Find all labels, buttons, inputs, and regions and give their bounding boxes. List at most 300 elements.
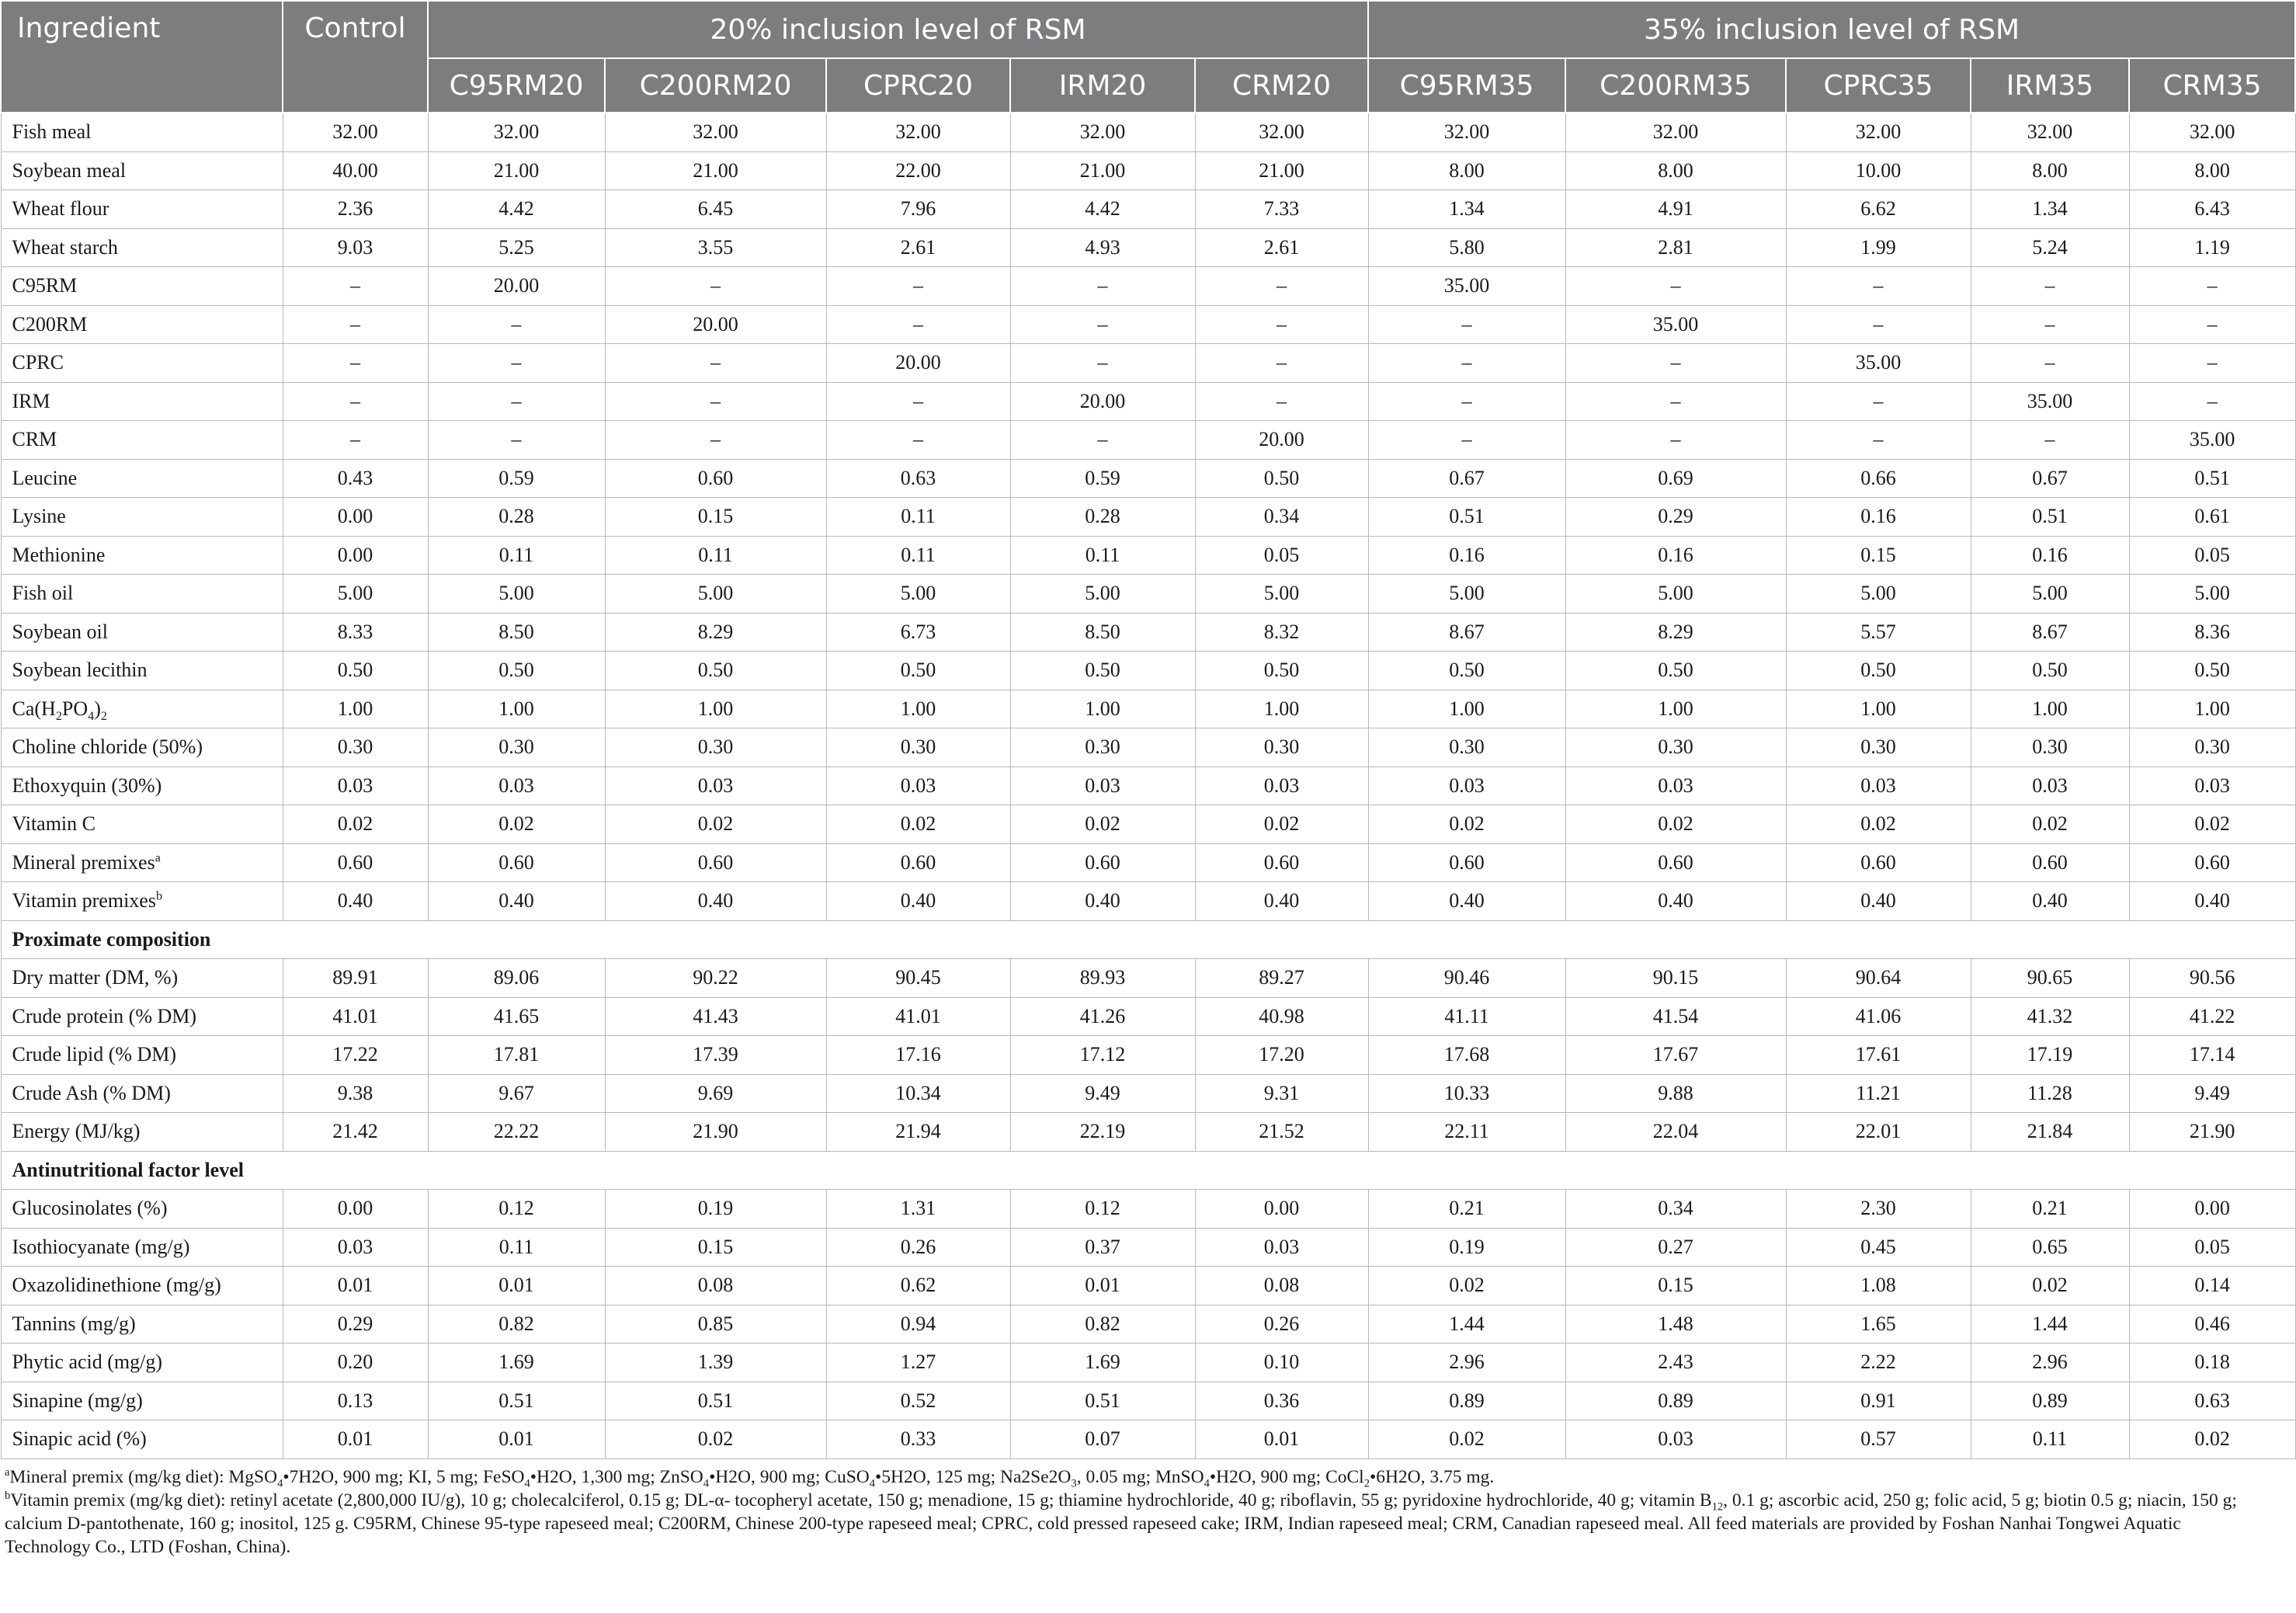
row-label: Sinapine (mg/g) xyxy=(1,1382,283,1420)
table-cell: – xyxy=(1010,305,1195,344)
table-cell: – xyxy=(1971,421,2129,460)
table-header xyxy=(1,1,2295,113)
table-cell: 6.73 xyxy=(826,613,1010,652)
table-cell: 0.16 xyxy=(1971,536,2129,575)
table-cell: 0.02 xyxy=(1010,805,1195,844)
table-cell: 0.89 xyxy=(1565,1382,1786,1420)
table-footnotes xyxy=(0,1459,2247,1559)
table-cell: 32.00 xyxy=(1786,113,1971,151)
table-cell: 32.00 xyxy=(2129,113,2295,151)
table-cell: 0.01 xyxy=(1010,1267,1195,1305)
footnote-mineral-premix: $^a$Mineral premix (mg/kg diet): MgSO$_4$•7H2O, 900 mg; KI, 5 mg; FeSO$_4$•H2O, 1,300 mg; ZnSO$_4$•H2O, 900 mg; CuSO$_4$•5H2O, 125 mg; $Na2Se2O_3$, 0.05 mg; MnSO$_4$•H2O, 900 mg; CoCl$_2$•6H2O, 3.75 mg. xyxy=(5,1465,1495,1490)
table-cell: 0.62 xyxy=(826,1267,1010,1305)
header-col-crm35: CRM35 xyxy=(2129,58,2295,113)
table-cell: 0.11 xyxy=(826,498,1010,537)
table-cell: 0.61 xyxy=(2129,498,2295,537)
table-cell: 0.03 xyxy=(605,767,826,805)
table-cell: – xyxy=(1565,267,1786,306)
table-cell: 8.67 xyxy=(1971,613,2129,652)
row-label: Oxazolidinethione (mg/g) xyxy=(1,1267,283,1305)
table-cell: 5.80 xyxy=(1368,228,1565,267)
header-col-c95rm35: C95RM35 xyxy=(1368,58,1565,113)
table-cell: 8.67 xyxy=(1368,613,1565,652)
table-cell: 0.02 xyxy=(1971,805,2129,844)
table-cell: 0.30 xyxy=(283,728,428,767)
row-label: Choline chloride (50%) xyxy=(1,728,283,767)
table-row xyxy=(1,728,2295,767)
row-label: Wheat starch xyxy=(1,228,283,267)
table-cell: 0.30 xyxy=(826,728,1010,767)
table-cell: 6.45 xyxy=(605,190,826,229)
table-cell: 0.03 xyxy=(1368,767,1565,805)
table-cell: 0.12 xyxy=(428,1190,605,1229)
table-cell: – xyxy=(1971,305,2129,344)
table-cell: 0.37 xyxy=(1010,1228,1195,1267)
table-cell: 5.00 xyxy=(283,575,428,614)
table-cell: 1.19 xyxy=(2129,228,2295,267)
row-label: Vitamin premixes$^b$ xyxy=(1,882,283,921)
table-cell: 0.59 xyxy=(1010,459,1195,498)
table-cell: – xyxy=(428,421,605,460)
table-cell: – xyxy=(1368,382,1565,421)
table-cell: 0.34 xyxy=(1195,498,1368,537)
table-cell: 1.48 xyxy=(1565,1305,1786,1344)
table-cell: 0.16 xyxy=(1565,536,1786,575)
row-label: Dry matter (DM, %) xyxy=(1,959,283,998)
table-row xyxy=(1,575,2295,614)
table-cell: 8.00 xyxy=(1971,151,2129,190)
table-cell: 22.22 xyxy=(428,1113,605,1152)
table-cell: 0.50 xyxy=(1195,652,1368,690)
row-label: Soybean meal xyxy=(1,151,283,190)
table-cell: 1.00 xyxy=(1565,690,1786,728)
table-cell: – xyxy=(605,344,826,383)
row-label: Methionine xyxy=(1,536,283,575)
row-label: Tannins (mg/g) xyxy=(1,1305,283,1344)
row-label: Sinapic acid (%) xyxy=(1,1420,283,1459)
table-cell: 0.02 xyxy=(2129,1420,2295,1459)
table-cell: 1.39 xyxy=(605,1344,826,1382)
table-cell: 0.15 xyxy=(605,498,826,537)
row-label: Wheat flour xyxy=(1,190,283,229)
table-cell: – xyxy=(428,382,605,421)
table-cell: 0.01 xyxy=(428,1420,605,1459)
header-col-crm20: CRM20 xyxy=(1195,58,1368,113)
table-cell: – xyxy=(1786,305,1971,344)
table-cell: 0.00 xyxy=(283,498,428,537)
table-cell: 0.27 xyxy=(1565,1228,1786,1267)
table-cell: 0.60 xyxy=(1971,843,2129,882)
table-cell: 0.01 xyxy=(428,1267,605,1305)
table-cell: 8.50 xyxy=(1010,613,1195,652)
row-label: CPRC xyxy=(1,344,283,383)
table-cell: 5.57 xyxy=(1786,613,1971,652)
table-cell: 0.01 xyxy=(1195,1420,1368,1459)
table-row xyxy=(1,1420,2295,1459)
table-cell: 41.65 xyxy=(428,997,605,1036)
header-col-c200rm35: C200RM35 xyxy=(1565,58,1786,113)
table-cell: 41.06 xyxy=(1786,997,1971,1036)
table-cell: 2.36 xyxy=(283,190,428,229)
table-cell: 20.00 xyxy=(1010,382,1195,421)
table-cell: 0.30 xyxy=(1786,728,1971,767)
table-row xyxy=(1,997,2295,1036)
table-cell: 0.15 xyxy=(1786,536,1971,575)
table-cell: 0.50 xyxy=(1971,652,2129,690)
table-cell: 0.00 xyxy=(283,1190,428,1229)
table-cell: 17.22 xyxy=(283,1036,428,1075)
table-cell: 0.36 xyxy=(1195,1382,1368,1420)
table-cell: 1.08 xyxy=(1786,1267,1971,1305)
table-cell: – xyxy=(1368,305,1565,344)
table-cell: 0.02 xyxy=(283,805,428,844)
table-cell: – xyxy=(605,267,826,306)
row-label: CRM xyxy=(1,421,283,460)
table-cell: 41.11 xyxy=(1368,997,1565,1036)
table-cell: 0.28 xyxy=(428,498,605,537)
table-cell: 0.82 xyxy=(1010,1305,1195,1344)
table-cell: 8.29 xyxy=(605,613,826,652)
row-label: Crude lipid (% DM) xyxy=(1,1036,283,1075)
table-cell: 8.36 xyxy=(2129,613,2295,652)
table-cell: 22.11 xyxy=(1368,1113,1565,1152)
table-cell: 2.30 xyxy=(1786,1190,1971,1229)
table-cell: 0.50 xyxy=(283,652,428,690)
table-cell: 1.00 xyxy=(1195,690,1368,728)
table-cell: 1.69 xyxy=(428,1344,605,1382)
table-cell: 90.64 xyxy=(1786,959,1971,998)
table-cell: 0.10 xyxy=(1195,1344,1368,1382)
table-cell: – xyxy=(2129,305,2295,344)
table-cell: 0.34 xyxy=(1565,1190,1786,1229)
table-cell: 32.00 xyxy=(283,113,428,151)
table-cell: 0.89 xyxy=(1971,1382,2129,1420)
row-label: Fish meal xyxy=(1,113,283,151)
table-cell: 0.00 xyxy=(283,536,428,575)
table-cell: 8.00 xyxy=(1565,151,1786,190)
table-row xyxy=(1,1344,2295,1382)
table-cell: 1.00 xyxy=(826,690,1010,728)
header-col-irm35: IRM35 xyxy=(1971,58,2129,113)
table-cell: 21.00 xyxy=(1195,151,1368,190)
table-cell: 9.49 xyxy=(2129,1074,2295,1113)
table-cell: 0.03 xyxy=(428,767,605,805)
table-cell: 0.60 xyxy=(1195,843,1368,882)
table-cell: 32.00 xyxy=(1565,113,1786,151)
table-cell: 0.02 xyxy=(1368,805,1565,844)
table-cell: 21.00 xyxy=(1010,151,1195,190)
table-cell: 35.00 xyxy=(2129,421,2295,460)
table-row xyxy=(1,1228,2295,1267)
table-row xyxy=(1,536,2295,575)
table-cell: 0.02 xyxy=(1565,805,1786,844)
table-cell: – xyxy=(283,305,428,344)
table-cell: 5.00 xyxy=(2129,575,2295,614)
table-cell: 0.19 xyxy=(1368,1228,1565,1267)
table-cell: – xyxy=(1195,344,1368,383)
table-cell: 1.00 xyxy=(1971,690,2129,728)
table-cell: – xyxy=(283,382,428,421)
table-cell: 8.32 xyxy=(1195,613,1368,652)
table-cell: 0.03 xyxy=(1195,767,1368,805)
table-cell: 0.50 xyxy=(2129,652,2295,690)
table-row xyxy=(1,882,2295,921)
header-col-c200rm20: C200RM20 xyxy=(605,58,826,113)
table-cell: 1.00 xyxy=(1010,690,1195,728)
table-cell: 0.60 xyxy=(605,843,826,882)
table-cell: 6.62 xyxy=(1786,190,1971,229)
table-cell: 35.00 xyxy=(1565,305,1786,344)
table-cell: 90.22 xyxy=(605,959,826,998)
row-label: Phytic acid (mg/g) xyxy=(1,1344,283,1382)
table-cell: 0.66 xyxy=(1786,459,1971,498)
table-cell: 0.51 xyxy=(428,1382,605,1420)
table-cell: 22.01 xyxy=(1786,1113,1971,1152)
table-cell: 0.03 xyxy=(283,1228,428,1267)
table-cell: 41.01 xyxy=(826,997,1010,1036)
table-row xyxy=(1,805,2295,844)
table-cell: 0.00 xyxy=(1195,1190,1368,1229)
table-cell: 21.94 xyxy=(826,1113,1010,1152)
table-cell: 5.00 xyxy=(1195,575,1368,614)
table-cell: 21.42 xyxy=(283,1113,428,1152)
table-cell: – xyxy=(1010,267,1195,306)
table-cell: 0.03 xyxy=(1010,767,1195,805)
table-cell: 21.84 xyxy=(1971,1113,2129,1152)
table-cell: 0.63 xyxy=(2129,1382,2295,1420)
table-cell: 5.00 xyxy=(1010,575,1195,614)
table-cell: 0.20 xyxy=(283,1344,428,1382)
table-cell: 0.60 xyxy=(428,843,605,882)
table-cell: 0.03 xyxy=(1786,767,1971,805)
table-cell: 0.69 xyxy=(1565,459,1786,498)
table-cell: 0.52 xyxy=(826,1382,1010,1420)
table-cell: 0.40 xyxy=(428,882,605,921)
table-cell: 0.40 xyxy=(1786,882,1971,921)
header-col-cprc35: CPRC35 xyxy=(1786,58,1971,113)
table-cell: – xyxy=(283,344,428,383)
table-cell: 0.50 xyxy=(1010,652,1195,690)
table-cell: 1.44 xyxy=(1971,1305,2129,1344)
table-cell: – xyxy=(1368,421,1565,460)
table-cell: 1.69 xyxy=(1010,1344,1195,1382)
table-cell: 9.03 xyxy=(283,228,428,267)
table-cell: 90.65 xyxy=(1971,959,2129,998)
table-cell: 0.50 xyxy=(1565,652,1786,690)
table-cell: 20.00 xyxy=(605,305,826,344)
table-cell: 41.22 xyxy=(2129,997,2295,1036)
table-cell: 0.33 xyxy=(826,1420,1010,1459)
table-cell: 0.89 xyxy=(1368,1382,1565,1420)
table-cell: 0.60 xyxy=(283,843,428,882)
table-row xyxy=(1,652,2295,690)
table-cell: 5.24 xyxy=(1971,228,2129,267)
table-cell: – xyxy=(2129,344,2295,383)
table-cell: 0.02 xyxy=(605,1420,826,1459)
table-cell: 21.90 xyxy=(605,1113,826,1152)
table-cell: 10.00 xyxy=(1786,151,1971,190)
table-cell: 0.30 xyxy=(605,728,826,767)
table-cell: – xyxy=(1786,421,1971,460)
table-cell: 21.00 xyxy=(428,151,605,190)
table-cell: 11.21 xyxy=(1786,1074,1971,1113)
table-cell: 0.40 xyxy=(1010,882,1195,921)
table-cell: 0.03 xyxy=(1565,1420,1786,1459)
table-cell: 41.54 xyxy=(1565,997,1786,1036)
header-group-35: 35% inclusion level of RSM xyxy=(1368,1,2295,58)
table-row xyxy=(1,690,2295,728)
table-cell: 5.00 xyxy=(605,575,826,614)
table-cell: 17.16 xyxy=(826,1036,1010,1075)
table-cell: 0.03 xyxy=(1565,767,1786,805)
table-cell: – xyxy=(1195,305,1368,344)
table-row xyxy=(1,151,2295,190)
table-cell: 17.20 xyxy=(1195,1036,1368,1075)
header-group-20: 20% inclusion level of RSM xyxy=(428,1,1368,58)
table-cell: 1.31 xyxy=(826,1190,1010,1229)
table-cell: 0.02 xyxy=(2129,805,2295,844)
table-cell: 0.94 xyxy=(826,1305,1010,1344)
table-cell: 1.65 xyxy=(1786,1305,1971,1344)
table-cell: 1.00 xyxy=(605,690,826,728)
table-cell: 4.42 xyxy=(1010,190,1195,229)
table-cell: 0.03 xyxy=(2129,767,2295,805)
table-cell: 32.00 xyxy=(1368,113,1565,151)
table-cell: 0.11 xyxy=(605,536,826,575)
table-cell: 17.12 xyxy=(1010,1036,1195,1075)
table-cell: 0.60 xyxy=(826,843,1010,882)
table-cell: 0.01 xyxy=(283,1420,428,1459)
table-cell: 1.00 xyxy=(428,690,605,728)
table-cell: 0.08 xyxy=(605,1267,826,1305)
table-cell: 0.67 xyxy=(1368,459,1565,498)
table-cell: 3.55 xyxy=(605,228,826,267)
table-cell: 32.00 xyxy=(1971,113,2129,151)
table-cell: 40.98 xyxy=(1195,997,1368,1036)
table-cell: 32.00 xyxy=(605,113,826,151)
table-body xyxy=(1,113,2295,1458)
table-cell: 0.02 xyxy=(826,805,1010,844)
table-cell: – xyxy=(1010,344,1195,383)
table-cell: 0.02 xyxy=(1786,805,1971,844)
row-label: Vitamin C xyxy=(1,805,283,844)
table-cell: 8.33 xyxy=(283,613,428,652)
table-cell: – xyxy=(283,267,428,306)
row-label: Soybean lecithin xyxy=(1,652,283,690)
table-cell: 0.82 xyxy=(428,1305,605,1344)
table-cell: 0.60 xyxy=(1786,843,1971,882)
table-cell: 22.00 xyxy=(826,151,1010,190)
table-row xyxy=(1,421,2295,460)
table-cell: 0.59 xyxy=(428,459,605,498)
table-cell: 22.04 xyxy=(1565,1113,1786,1152)
table-cell: 0.50 xyxy=(428,652,605,690)
table-cell: 9.69 xyxy=(605,1074,826,1113)
table-cell: 89.06 xyxy=(428,959,605,998)
table-cell: – xyxy=(605,421,826,460)
table-cell: – xyxy=(826,267,1010,306)
table-cell: – xyxy=(826,421,1010,460)
table-cell: 89.93 xyxy=(1010,959,1195,998)
table-cell: 0.50 xyxy=(1195,459,1368,498)
table-cell: 17.67 xyxy=(1565,1036,1786,1075)
table-row xyxy=(1,498,2295,537)
table-cell: 0.50 xyxy=(1786,652,1971,690)
table-cell: 2.61 xyxy=(1195,228,1368,267)
header-ingredient: Ingredient xyxy=(1,1,283,113)
table-cell: 0.40 xyxy=(1195,882,1368,921)
table-row xyxy=(1,613,2295,652)
table-cell: 32.00 xyxy=(428,113,605,151)
header-col-cprc20: CPRC20 xyxy=(826,58,1010,113)
table-cell: 7.33 xyxy=(1195,190,1368,229)
row-label: C95RM xyxy=(1,267,283,306)
table-cell: 0.01 xyxy=(283,1267,428,1305)
table-cell: 17.81 xyxy=(428,1036,605,1075)
table-cell: 0.11 xyxy=(428,536,605,575)
table-cell: 0.15 xyxy=(605,1228,826,1267)
table-row xyxy=(1,228,2295,267)
table-cell: 0.28 xyxy=(1010,498,1195,537)
table-cell: 2.96 xyxy=(1971,1344,2129,1382)
table-cell: 7.96 xyxy=(826,190,1010,229)
table-cell: – xyxy=(283,421,428,460)
row-label: Lysine xyxy=(1,498,283,537)
table-cell: 2.61 xyxy=(826,228,1010,267)
table-cell: 1.00 xyxy=(283,690,428,728)
table-cell: 1.34 xyxy=(1368,190,1565,229)
table-cell: 0.02 xyxy=(1368,1420,1565,1459)
table-cell: 10.34 xyxy=(826,1074,1010,1113)
table-cell: 0.60 xyxy=(1565,843,1786,882)
table-cell: 0.03 xyxy=(1971,767,2129,805)
table-cell: 0.40 xyxy=(2129,882,2295,921)
table-cell: – xyxy=(1565,344,1786,383)
table-cell: 0.26 xyxy=(826,1228,1010,1267)
table-cell: 5.00 xyxy=(1565,575,1786,614)
table-cell: 0.03 xyxy=(826,767,1010,805)
table-cell: 1.34 xyxy=(1971,190,2129,229)
table-cell: 10.33 xyxy=(1368,1074,1565,1113)
table-cell: 0.40 xyxy=(1971,882,2129,921)
table-cell: 0.05 xyxy=(1195,536,1368,575)
table-cell: 22.19 xyxy=(1010,1113,1195,1152)
row-label: Fish oil xyxy=(1,575,283,614)
row-label: Soybean oil xyxy=(1,613,283,652)
table-cell: 8.00 xyxy=(2129,151,2295,190)
table-row xyxy=(1,344,2295,383)
table-cell: 0.11 xyxy=(826,536,1010,575)
table-cell: 11.28 xyxy=(1971,1074,2129,1113)
table-cell: 32.00 xyxy=(826,113,1010,151)
row-label: $Ca(H_2PO_4)_2$ xyxy=(1,690,283,728)
table-row xyxy=(1,959,2295,998)
table-row xyxy=(1,1267,2295,1305)
table-row xyxy=(1,113,2295,151)
section-row xyxy=(1,920,2295,959)
table-cell: 0.50 xyxy=(605,652,826,690)
table-cell: 0.60 xyxy=(1010,843,1195,882)
table-cell: 89.27 xyxy=(1195,959,1368,998)
table-cell: 0.40 xyxy=(826,882,1010,921)
table-row xyxy=(1,305,2295,344)
table-cell: 8.00 xyxy=(1368,151,1565,190)
table-cell: 0.29 xyxy=(1565,498,1786,537)
table-row xyxy=(1,190,2295,229)
table-cell: 0.11 xyxy=(1971,1420,2129,1459)
table-cell: 1.99 xyxy=(1786,228,1971,267)
table-cell: 0.30 xyxy=(1195,728,1368,767)
